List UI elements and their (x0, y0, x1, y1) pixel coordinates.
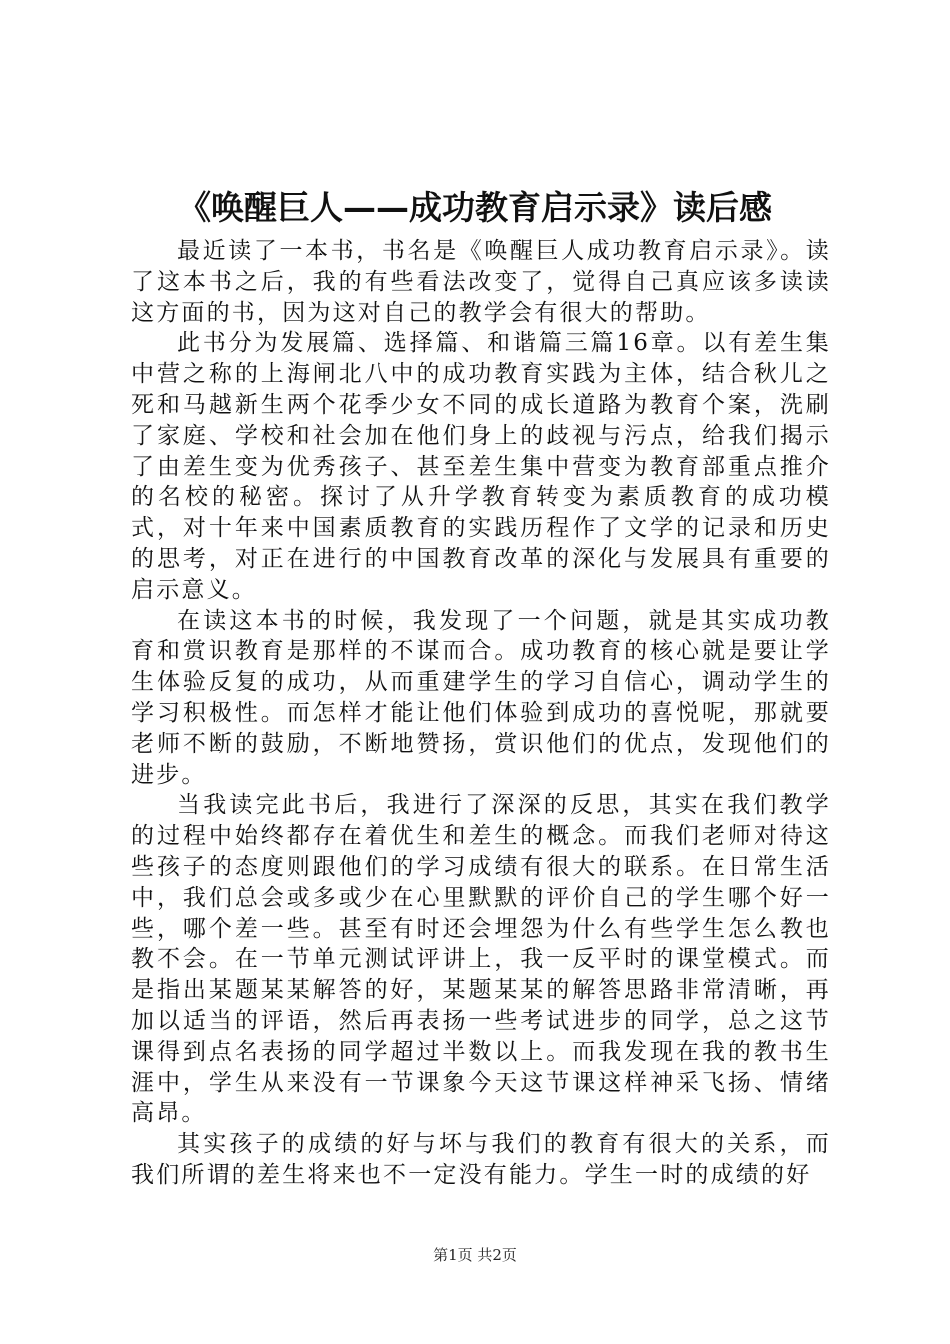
paragraph-5: 其实孩子的成绩的好与坏与我们的教育有很大的关系，而我们所谓的差生将来也不一定没有能力。学生一时的成绩的好 (131, 1131, 831, 1188)
paragraph-4: 当我读完此书后，我进行了深深的反思，其实在我们教学的过程中始终都存在着优生和差生的概念。而我们老师对待这些孩子的态度则跟他们的学习成绩有很大的联系。在日常生活中，我们总会或多或少在心里默默的评价自己的学生哪个好一些，哪个差一些。甚至有时还会埋怨为什么有些学生怎么教也教不会。在一节单元测试评讲上，我一反平时的课堂模式。而是指出某题某某解答的好，某题某某的解答思路非常清晰，再加以适当的评语，然后再表扬一些考试进步的同学，总之这节课得到点名表扬的同学超过半数以上。而我发现在我的教书生涯中，学生从来没有一节课象今天这节课这样神采飞扬、情绪高昂。 (131, 792, 831, 1127)
page-footer: 第1页 共2页 (433, 1246, 517, 1264)
document-body (131, 236, 831, 1191)
document-title: 《唤醒巨人——成功教育启示录》读后感 (178, 188, 772, 227)
paragraph-1: 最近读了一本书，书名是《唤醒巨人成功教育启示录》。读了这本书之后，我的有些看法改变了，觉得自己真应该多读读这方面的书，因为这对自己的教学会有很大的帮助。 (131, 238, 831, 326)
paragraph-2: 此书分为发展篇、选择篇、和谐篇三篇16章。以有差生集中营之称的上海闸北八中的成功教育实践为主体，结合秋儿之死和马越新生两个花季少女不同的成长道路为教育个案，洗刷了家庭、学校和社会加在他们身上的歧视与污点，给我们揭示了由差生变为优秀孩子、甚至差生集中营变为教育部重点推介的名校的秘密。探讨了从升学教育转变为素质教育的成功模式，对十年来中国素质教育的实践历程作了文学的记录和历史的思考，对正在进行的中国教育改革的深化与发展具有重要的启示意义。 (131, 330, 831, 603)
paragraph-3: 在读这本书的时候，我发现了一个问题，就是其实成功教育和赏识教育是那样的不谋而合。成功教育的核心就是要让学生体验反复的成功，从而重建学生的学习自信心，调动学生的学习积极性。而怎样才能让他们体验到成功的喜悦呢，那就要老师不断的鼓励，不断地赞扬，赏识他们的优点，发现他们的进步。 (131, 607, 831, 788)
